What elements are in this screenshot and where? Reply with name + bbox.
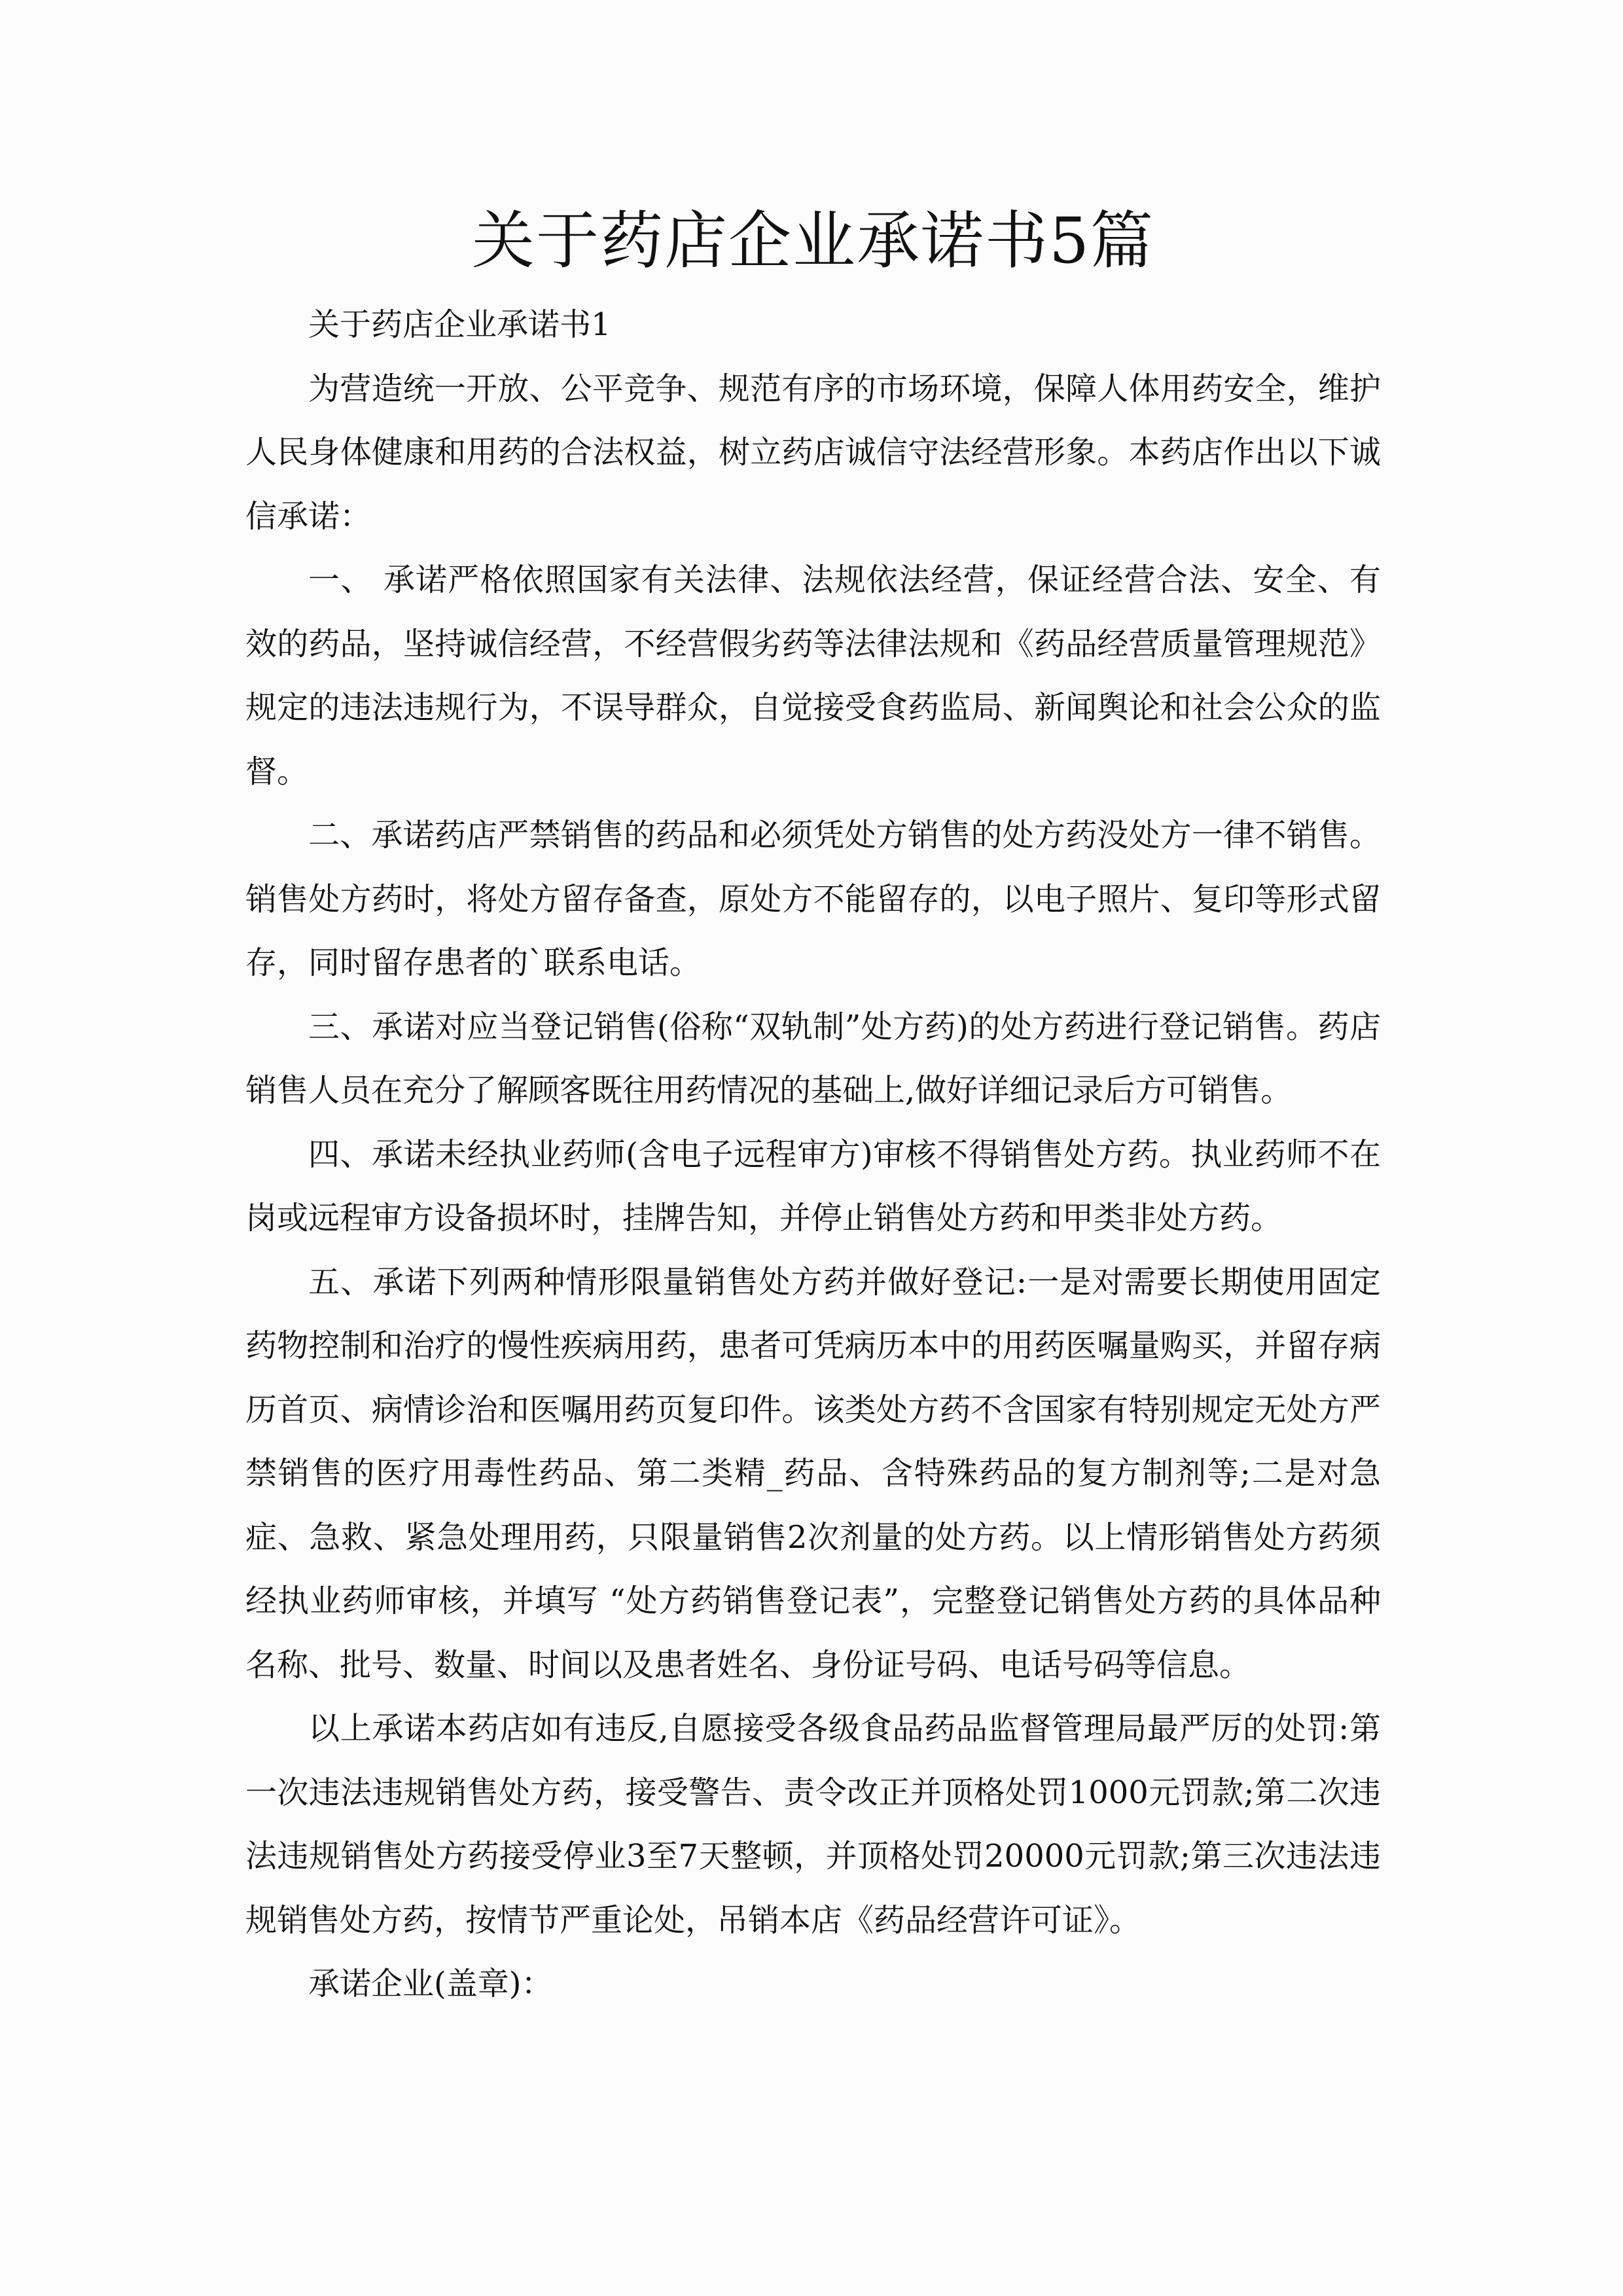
- paragraph-item-5: 五、承诺下列两种情形限量销售处方药并做好登记:一是对需要长期使用固定药物控制和治疗的慢性疾病用药，患者可凭病历本中的用药医嘱量购买，并留存病历首页、病情诊治和医嘱用药页复印件。该类处方药不含国家有特别规定无处方严禁销售的医疗用毒性药品、第二类精_药品、含特殊药品的复方制剂等;二是对急症、急救、紧急处理用药，只限量销售2次剂量的处方药。以上情形销售处方药须经执业药师审核，并填写 “处方药销售登记表”，完整登记销售处方药的具体品种名称、批号、数量、时间以及患者姓名、身份证号码、电话号码等信息。: [245, 1263, 1381, 1683]
- paragraph-item-2: 二、承诺药店严禁销售的药品和必须凭处方销售的处方药没处方一律不销售。销售处方药时，将处方留存备查，原处方不能留存的，以电子照片、复印等形式留存，同时留存患者的`联系电话。: [245, 817, 1381, 981]
- signature-label: 承诺企业(盖章)：: [308, 1965, 553, 2002]
- paragraph-item-3: 三、承诺对应当登记销售(俗称“双轨制”处方药)的处方药进行登记销售。药店销售人员在充分了解顾客既往用药情况的基础上,做好详细记录后方可销售。: [245, 1008, 1381, 1109]
- paragraph-intro: 为营造统一开放、公平竞争、规范有序的市场环境，保障人体用药安全，维护人民身体健康和用药的合法权益，树立药店诚信守法经营形象。本药店作出以下诚信承诺：: [245, 370, 1381, 535]
- paragraph-item-4: 四、承诺未经执业药师(含电子远程审方)审核不得销售处方药。执业药师不在岗或远程审方设备损坏时，挂牌告知，并停止销售处方药和甲类非处方药。: [245, 1136, 1381, 1236]
- paragraph-item-1: 一、 承诺严格依照国家有关法律、法规依法经营，保证经营合法、安全、有效的药品，坚持诚信经营，不经营假劣药等法律法规和《药品经营质量管理规范》规定的违法违规行为，不误导群众，自觉接受食药监局、新闻舆论和社会公众的监督。: [245, 562, 1381, 790]
- section-heading: 关于药店企业承诺书1: [308, 306, 611, 343]
- paragraph-penalties: 以上承诺本药店如有违反,自愿接受各级食品药品监督管理局最严厉的处罚:第一次违法违规销售处方药，接受警告、责令改正并顶格处罚1000元罚款;第二次违法违规销售处方药接受停业3至7天整顿，并顶格处罚20000元罚款;第三次违法违规销售处方药，按情节严重论处，吊销本店《药品经营许可证》。: [245, 1710, 1381, 1939]
- document-body: [245, 293, 1381, 2017]
- document-title: 关于药店企业承诺书5篇: [471, 204, 1155, 278]
